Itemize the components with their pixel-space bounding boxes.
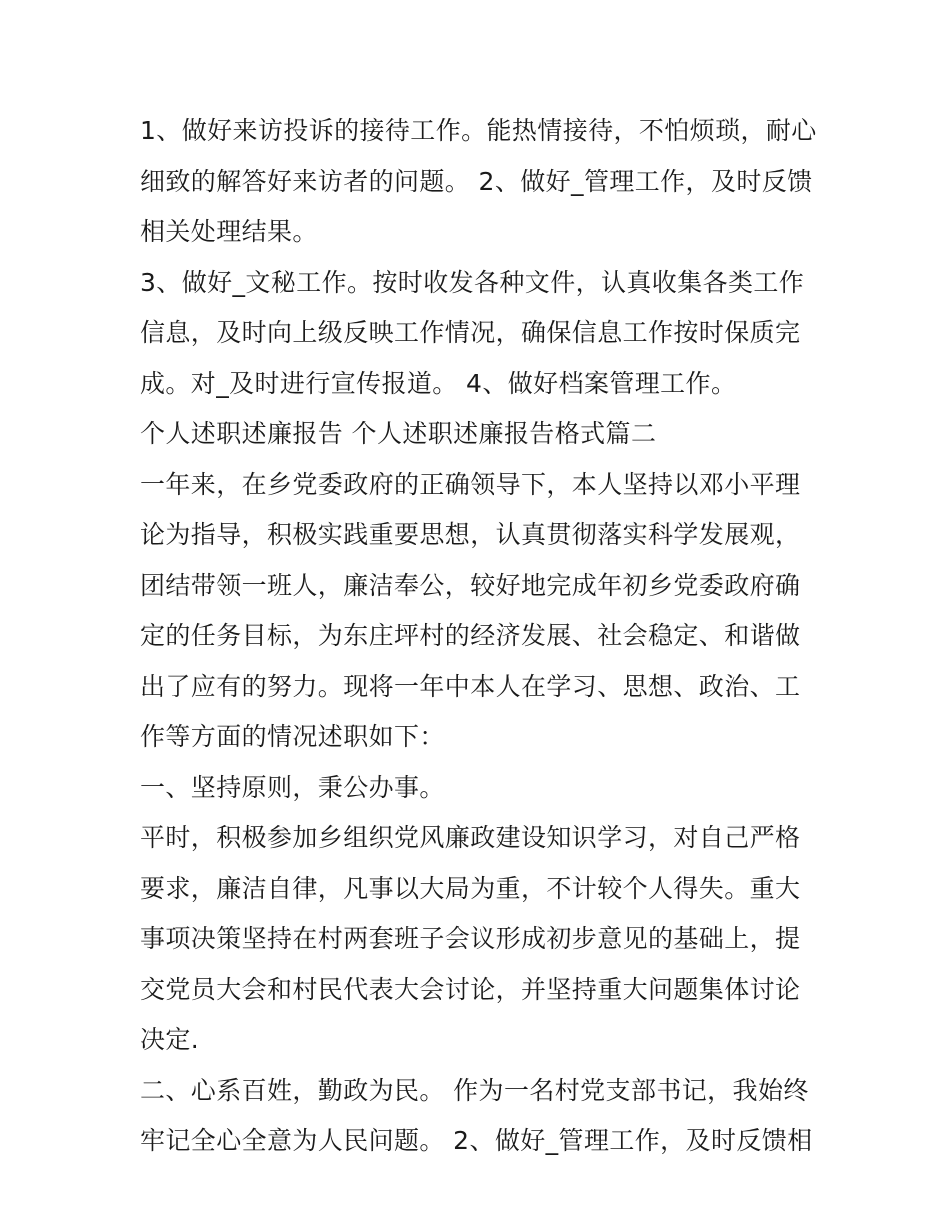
paragraph-introduction: 一年来，在乡党委政府的正确领导下，本人坚持以邓小平理论为指导，积极实践重要思想，认真贯彻落实科学发展观，团结带领一班人，廉洁奉公，较好地完成年初乡党委政府确定的任务目标，为东庄坪村的经济发展、社会稳定、和谐做出了应有的努力。现将一年中本人在学习、思想、政治、工作等方面的情况述职如下： — [140, 469, 801, 751]
section-heading: 个人述职述廉报告 个人述职述廉报告格式篇二 — [140, 419, 657, 448]
paragraph-reception-work: 1、做好来访投诉的接待工作。能热情接待，不怕烦琐，耐心细致的解答好来访者的问题。 2、做好_管理工作，及时反馈相关处理结果。 — [140, 116, 817, 246]
paragraph-serve-people: 二、心系百姓，勤政为民。 作为一名村党支部书记，我始终牢记全心全意为人民问题。 2、做好_管理工作，及时反馈相 — [140, 1075, 813, 1155]
subheading-principles: 一、坚持原则，秉公办事。 — [140, 772, 445, 802]
paragraph-secretarial-work: 3、做好_文秘工作。按时收发各种文件，认真收集各类工作信息，及时向上级反映工作情况，确保信息工作按时保质完成。对_及时进行宣传报道。 4、做好档案管理工作。 — [140, 267, 805, 398]
paragraph-principles: 平时，积极参加乡组织党风廉政建设知识学习，对自己严格要求，廉洁自律，凡事以大局为重，不计较个人得失。重大事项决策坚持在村两套班子会议形成初步意见的基础上，提交党员大会和村民代表大会讨论，并坚持重大问题集体讨论决定. — [140, 823, 801, 1054]
document-body — [140, 106, 820, 1167]
